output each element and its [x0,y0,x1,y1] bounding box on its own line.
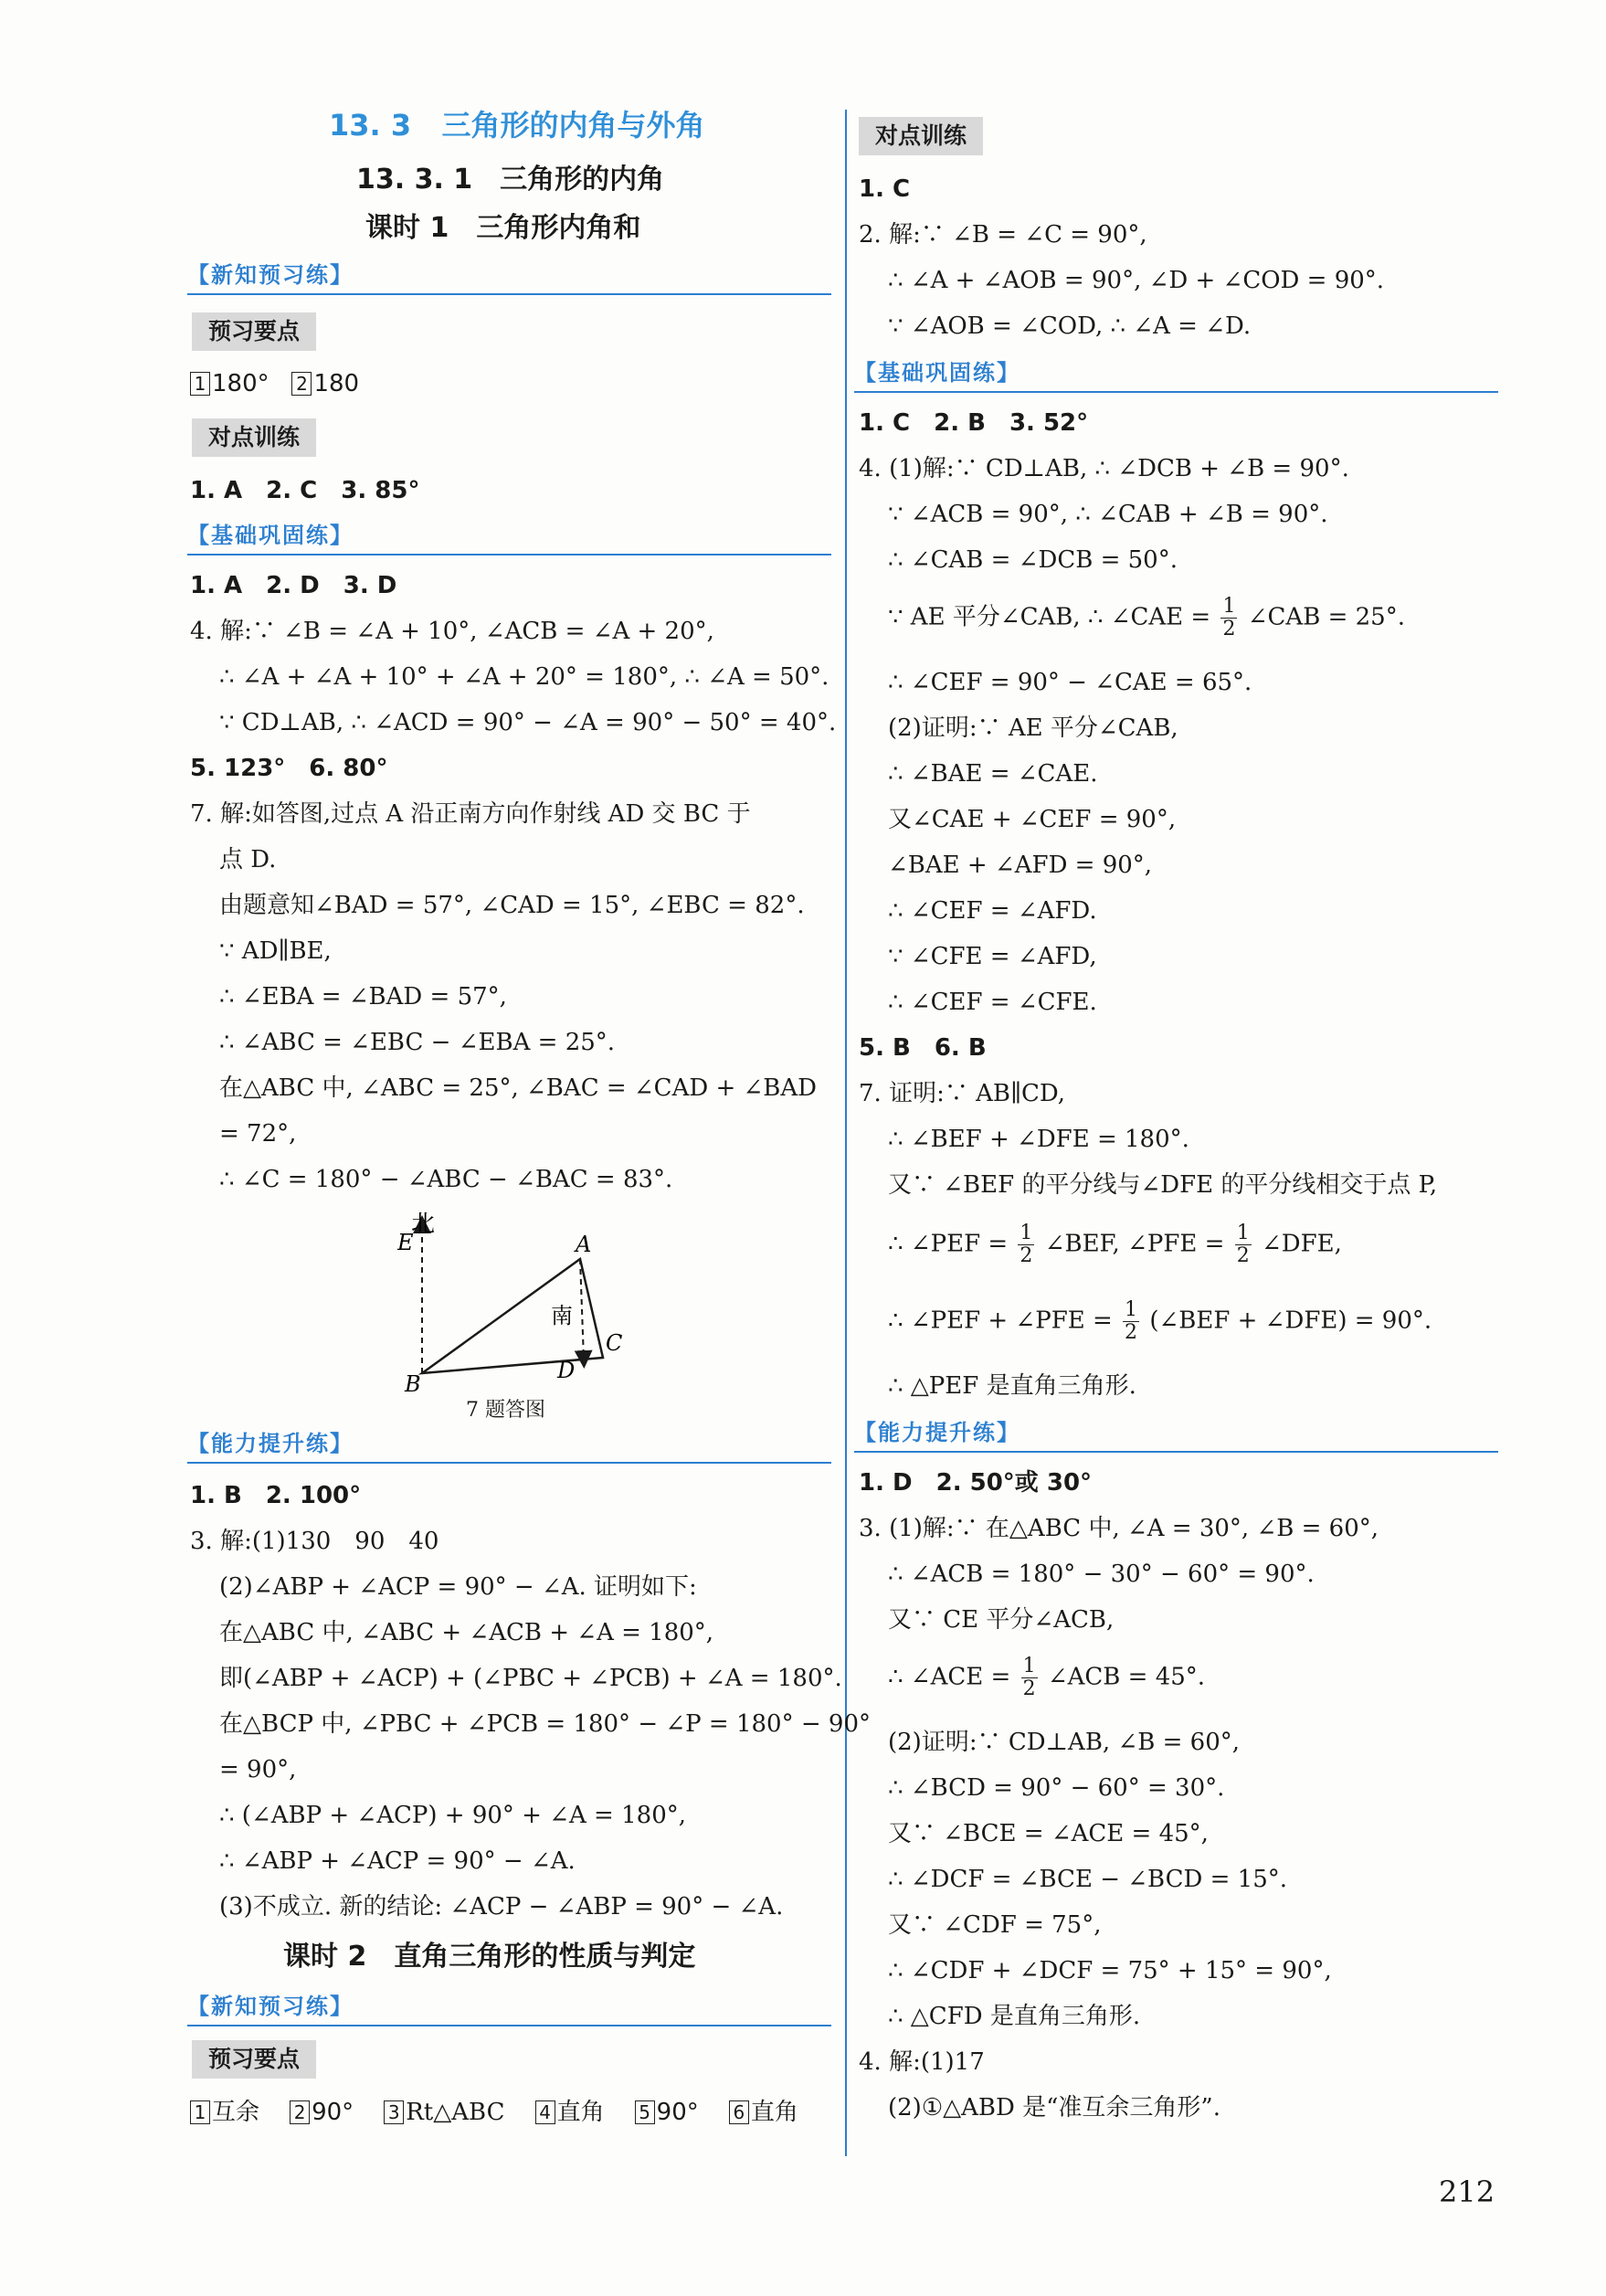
answer-line: 4. 解:(1)17 [859,2048,985,2076]
answer-box: 1 [190,372,210,396]
fraction: $\frac{1}{2}$ [1222,595,1236,640]
nengli-answers-left: 1. B 2. 100° [190,1482,362,1509]
answer-line: 5. 123° 6. 80° [190,755,388,782]
answer-line: ∴ ∠CEF = ∠AFD. [888,897,1097,925]
answer-line: ∠BAE + ∠AFD = 90°, [888,852,1153,879]
answer-line: 又∠CAE + ∠CEF = 90°, [888,806,1177,833]
answer-line-fraction: ∴ ∠PEF = $\frac{1}{2}$ ∠BEF, ∠PFE = $\frac{1}{2}$ ∠DFE, [888,1222,1342,1267]
jichu-answers-right: 1. C 2. B 3. 52° [859,409,1089,437]
answer-line: ∴ (∠ABP + ∠ACP) + 90° + ∠A = 180°, [219,1802,686,1829]
nengli-answers-right: 1. D 2. 50°或 30° [859,1469,1093,1497]
answer-line: 在△ABC 中, ∠ABC = 25°, ∠BAC = ∠CAD + ∠BAD [219,1074,818,1102]
answer-line: ∴ ∠ABP + ∠ACP = 90° − ∠A. [219,1847,576,1875]
duidian-answers-left: 1. A 2. C 3. 85° [190,477,420,504]
answer-line: 由题意知∠BAD = 57°, ∠CAD = 15°, ∠EBC = 82°. [219,892,805,919]
triangle-abc [422,1259,603,1373]
label-d: D [557,1358,576,1383]
column-divider [845,110,847,2156]
label-south: 南 [551,1303,573,1328]
label-north: 北 [411,1211,436,1238]
answer-line: ∴ ∠ACB = 180° − 30° − 60° = 90°. [888,1561,1315,1588]
answer-line: (2)∠ABP + ∠ACP = 90° − ∠A. 证明如下: [219,1573,697,1601]
label-a: A [576,1232,592,1257]
tag-duidian-right: 对点训练 [859,117,983,155]
answer-line: ∴ ∠A + ∠AOB = 90°, ∠D + ∠COD = 90°. [888,267,1385,294]
answer-line: ∴ ∠DCF = ∠BCE − ∠BCD = 15°. [888,1866,1288,1893]
answer-line: 在△BCP 中, ∠PBC + ∠PCB = 180° − ∠P = 180° − 90° [219,1710,871,1738]
tag-yuxi: 预习要点 [192,312,316,351]
answer-line: ∵ ∠ACB = 90°, ∴ ∠CAB + ∠B = 90°. [888,501,1328,528]
section-header-xinzhi: 【新知预习练】 [187,259,831,295]
section-header-nengli-left: 【能力提升练】 [187,1427,831,1464]
figure-caption: 7 题答图 [466,1399,545,1422]
answer-line: ∴ ∠ABC = ∠EBC − ∠EBA = 25°. [219,1029,616,1056]
answer-line: ∴ ∠CEF = ∠CFE. [888,989,1097,1016]
triangle-figure [397,1204,644,1396]
fraction: $\frac{1}{2}$ [1236,1222,1250,1267]
answer-line: 又∵ ∠CDF = 75°, [888,1911,1102,1939]
answer-line: (2)①△ABD 是“准互余三角形”. [888,2094,1220,2121]
answer-line: 7. 证明:∵ AB∥CD, [859,1080,1066,1107]
answer-line: ∴ ∠BAE = ∠CAE. [888,760,1098,788]
lesson-title-1: 课时 1 三角形内角和 [365,212,641,244]
yuxi-answers-2: 1 互余 2 90° 3 Rt△ABC 4 直角 5 90° 6 直角 [190,2097,798,2128]
section-header-jichu-right: 【基础巩固练】 [854,356,1498,393]
answer-line: ∴ ∠CDF + ∠DCF = 75° + 15° = 90°, [888,1957,1332,1984]
section-header-nengli-right: 【能力提升练】 [854,1416,1498,1453]
answer-line: ∵ ∠CFE = ∠AFD, [888,943,1097,970]
section-header-xinzhi-2: 【新知预习练】 [187,1990,831,2026]
answer-line: 又∵ CE 平分∠ACB, [888,1606,1115,1634]
label-e: E [397,1230,414,1255]
answer-line: 3. 解:(1)130 90 40 [190,1528,439,1555]
section-header-jichu-left: 【基础巩固练】 [187,519,831,555]
answer-box: 2 [291,372,312,396]
label-c: C [606,1330,623,1356]
answer-line: ∴ △CFD 是直角三角形. [888,2003,1141,2030]
answer-line: 5. B 6. B [859,1034,987,1062]
answer-line: 又∵ ∠BEF 的平分线与∠DFE 的平分线相交于点 P, [888,1171,1438,1199]
answer-line: 4. 解:∵ ∠B = ∠A + 10°, ∠ACB = ∠A + 20°, [190,618,714,645]
answer-line: 4. (1)解:∵ CD⊥AB, ∴ ∠DCB + ∠B = 90°. [859,455,1349,482]
page-number: 212 [1439,2174,1495,2209]
fraction: $\frac{1}{2}$ [1125,1298,1138,1344]
tag-yuxi-2: 预习要点 [192,2040,316,2079]
section-number: 13. 3 [329,108,412,143]
fraction: $\frac{1}{2}$ [1020,1222,1033,1267]
answer-line: ∵ CD⊥AB, ∴ ∠ACD = 90° − ∠A = 90° − 50° = 40°. [219,709,837,736]
answer-line: ∵ AD∥BE, [219,937,332,965]
answer-line-fraction: ∴ ∠PEF + ∠PFE = $\frac{1}{2}$ (∠BEF + ∠DFE) = 90°. [888,1298,1432,1344]
answer-line: = 90°, [219,1756,297,1783]
answer-line: 2. 解:∵ ∠B = ∠C = 90°, [859,221,1147,249]
answer-line: = 72°, [219,1120,297,1148]
answer-line: 即(∠ABP + ∠ACP) + (∠PBC + ∠PCB) + ∠A = 180°. [219,1665,842,1692]
answer-line: ∵ ∠AOB = ∠COD, ∴ ∠A = ∠D. [888,312,1252,340]
answer-line: (3)不成立. 新的结论: ∠ACP − ∠ABP = 90° − ∠A. [219,1893,784,1920]
answer-line: 点 D. [219,846,277,873]
subsection-title: 13. 3. 1 三角形的内角 [356,164,665,196]
lesson-title-2: 课时 2 直角三角形的性质与判定 [283,1941,696,1973]
answer-line: ∴ ∠CEF = 90° − ∠CAE = 65°. [888,669,1252,696]
answer-line: ∴ ∠C = 180° − ∠ABC − ∠BAC = 83°. [219,1166,673,1193]
answer-line-fraction: ∴ ∠ACE = $\frac{1}{2}$ ∠ACB = 45°. [888,1655,1206,1700]
answer-line: ∴ ∠EBA = ∠BAD = 57°, [219,983,507,1010]
answer-line: ∴ ∠BCD = 90° − 60° = 30°. [888,1774,1225,1802]
answer-line: ∴ △PEF 是直角三角形. [888,1372,1136,1400]
answer-line: 1. C [859,175,911,203]
answer-line: 3. (1)解:∵ 在△ABC 中, ∠A = 30°, ∠B = 60°, [859,1515,1379,1542]
answer-line: (2)证明:∵ CD⊥AB, ∠B = 60°, [888,1729,1241,1756]
answer-line: (2)证明:∵ AE 平分∠CAB, [888,714,1178,742]
jichu-answers-left: 1. A 2. D 3. D [190,572,397,599]
answer-line: ∴ ∠BEF + ∠DFE = 180°. [888,1126,1189,1153]
answer-line-fraction: ∵ AE 平分∠CAB, ∴ ∠CAE = $\frac{1}{2}$ ∠CAB = 25°. [888,595,1405,640]
yuxi-answers-1: 1 180° 2 180 [190,368,359,399]
fraction: $\frac{1}{2}$ [1022,1655,1036,1700]
section-title-text: 三角形的内角与外角 [441,108,705,143]
answer-line: 7. 解:如答图,过点 A 沿正南方向作射线 AD 交 BC 于 [190,800,751,828]
label-b: B [405,1371,421,1396]
answer-line: 在△ABC 中, ∠ABC + ∠ACB + ∠A = 180°, [219,1619,714,1646]
tag-duidian-left: 对点训练 [192,418,316,457]
answer-line: 又∵ ∠BCE = ∠ACE = 45°, [888,1820,1209,1847]
answer-line: ∴ ∠A + ∠A + 10° + ∠A + 20° = 180°, ∴ ∠A = 50°. [219,663,829,691]
answer-line: ∴ ∠CAB = ∠DCB = 50°. [888,546,1178,574]
section-title [329,110,705,141]
